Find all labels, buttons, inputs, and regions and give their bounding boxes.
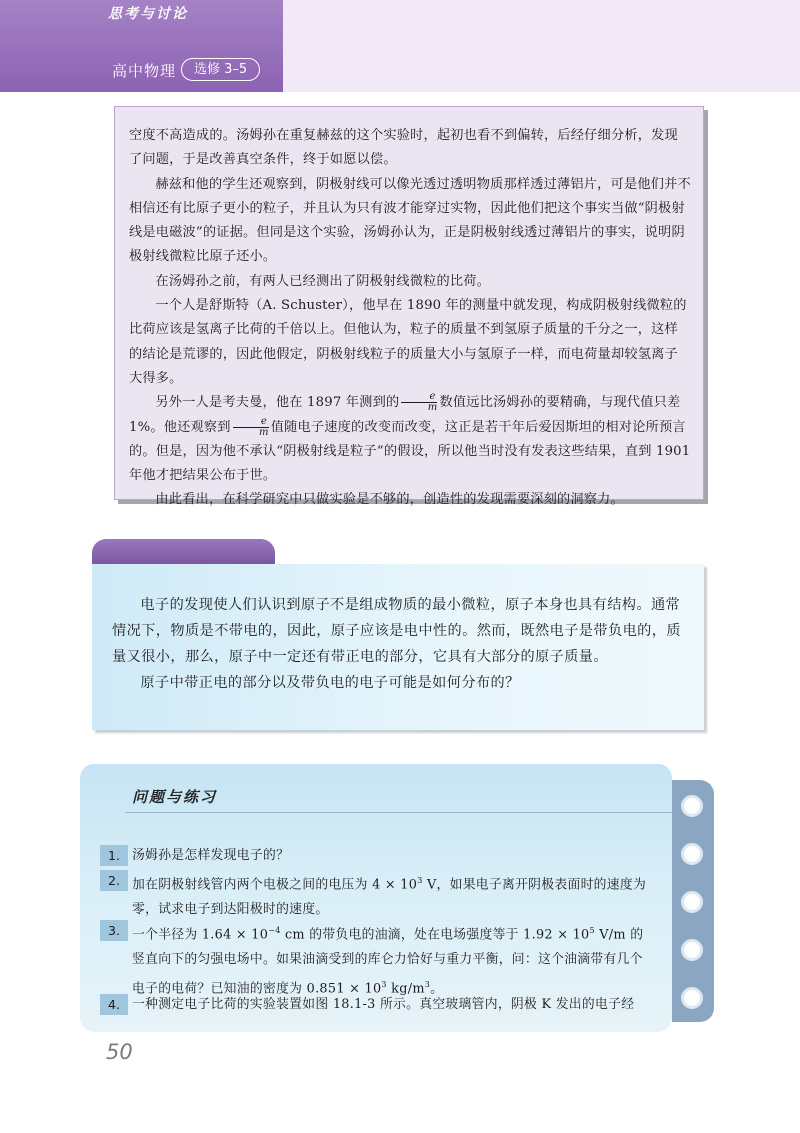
binder-hole: [681, 939, 703, 961]
binder-hole: [681, 795, 703, 817]
charge-mass-fraction: [401, 392, 437, 413]
fraction-denominator-2: m: [259, 426, 269, 438]
exercise-text-part: V，如果电子离开阴极表面时的速度为零，试求电子到达阳极时的速度。: [132, 877, 647, 918]
reading-p5-part-c: 值随电子速度的改变而改变，这正是若干年后爱因斯坦的相对论所预言的。但是，因为他不承认“阴极射线是粒子”的假设，所以他当时没有发表这些结果，直到 1901 年他才把结果公布于世。: [129, 419, 691, 484]
discussion-heading: 思考与讨论: [108, 6, 188, 22]
exercise-heading: 问题与练习: [132, 788, 218, 806]
exercise-text: [132, 918, 652, 1002]
exponent: −4: [268, 926, 281, 935]
exercise-text-part: 加在阴极射线管内两个电极之间的电压为 4 × 10: [132, 877, 418, 893]
discussion-paragraph-1: 电子的发现使人们认识到原子不是组成物质的最小微粒，原子本身也具有结构。通常情况下，物质是不带电的，因此，原子应该是电中性的。然而，既然电子是带负电的，质量又很小，那么，原子中一定还有带正电的部分，它具有大部分的原子质量。: [112, 597, 681, 665]
exercise-number: 2.: [100, 870, 128, 891]
exercise-text-part: 一个半径为 1.64 × 10: [132, 927, 269, 943]
reading-paragraph-5: [129, 391, 691, 488]
exercise-text-part: V/m 的竖直向下的匀强电场中。如果油滴受到的库仑力恰好与重力平衡，问：这个油滴带有几个电子的电荷？已知油的密度为 0.851 × 10: [132, 927, 644, 997]
reading-paragraph-4: 一个人是舒斯特（A. Schuster），他早在 1890 年的测量中就发现，构成阴极射线微粒的比荷应该是氢离子比荷的千倍以上。但他认为，粒子的质量不到氢原子质量的千分之一，这样的结论是荒谬的，因此他假定，阴极射线粒子的质量大小与氢原子一样，而电荷量却较氢离子大得多。: [129, 298, 687, 386]
fraction-numerator-2: e: [233, 417, 269, 428]
discussion-tab: [92, 539, 275, 564]
exponent: 3: [417, 876, 423, 885]
exponent: 3: [424, 980, 431, 990]
exercise-text: 汤姆孙是怎样发现电子的？: [132, 848, 290, 863]
page-number: 50: [106, 1040, 133, 1064]
fraction-denominator: m: [427, 402, 438, 414]
exercise-text: 一种测定电子比荷的实验装置如图 18.1-3 所示。真空玻璃管内，阴极 K 发出的电子经: [132, 997, 635, 1012]
reading-paragraph-6: 由此看出，在科学研究中只做实验是不够的，创造性的发现需要深刻的洞察力。: [155, 492, 624, 508]
binder-hole: [681, 891, 703, 913]
header-band-light: [283, 0, 800, 92]
discussion-box: [92, 564, 704, 730]
reading-box: [114, 106, 704, 508]
binder-hole: [681, 987, 703, 1009]
book-title: 高中物理: [112, 62, 177, 80]
binder-hole: [681, 843, 703, 865]
charge-mass-fraction-2: [233, 417, 269, 438]
exercise-number: 1.: [100, 845, 128, 866]
exercise-text: [132, 868, 652, 922]
exercise-number: 3.: [100, 920, 128, 941]
exercise-number: 4.: [100, 994, 128, 1015]
exercise-text-part: kg/m: [386, 981, 425, 997]
reading-p5-part-b: 数值远比汤姆孙的要精确，与现代值只差 1%。他还观察到: [129, 395, 681, 435]
reading-paragraph-3: 在汤姆孙之前，有两人已经测出了阴极射线微粒的比荷。: [155, 273, 491, 289]
exercise-heading-rule: [125, 812, 672, 813]
reading-paragraph-1: 空度不高造成的。汤姆孙在重复赫兹的这个实验时，起初也看不到偏转，后经仔细分析，发现了问题，于是改善真空条件，终于如愿以偿。: [129, 128, 678, 168]
exercise-text-part: cm 的带负电的油滴，处在电场强度等于 1.92 × 10: [280, 927, 590, 943]
discussion-question: 原子中带正电的部分以及带负电的电子可能是如何分布的？: [140, 675, 520, 691]
fraction-numerator: e: [401, 392, 437, 403]
exercise-text-part: 。: [430, 981, 444, 997]
reading-paragraph-2: 赫兹和他的学生还观察到，阴极射线可以像光透过透明物质那样透过薄铝片，可是他们并不相信还有比原子更小的粒子，并且认为只有波才能穿过实物，因此他们把这个事实当做“阴极射线是电磁波”的证据。但同是这个实验，汤姆孙认为，正是阴极射线透过薄铝片的事实，说明阴极射线微粒比原子还小。: [129, 176, 691, 265]
exponent: 5: [589, 926, 595, 935]
subject-pill: 选修 3–5: [181, 58, 260, 81]
reading-p5-part-a: 另外一人是考夫曼，他在 1897 年测到的: [155, 395, 400, 411]
exponent: 3: [381, 980, 387, 990]
